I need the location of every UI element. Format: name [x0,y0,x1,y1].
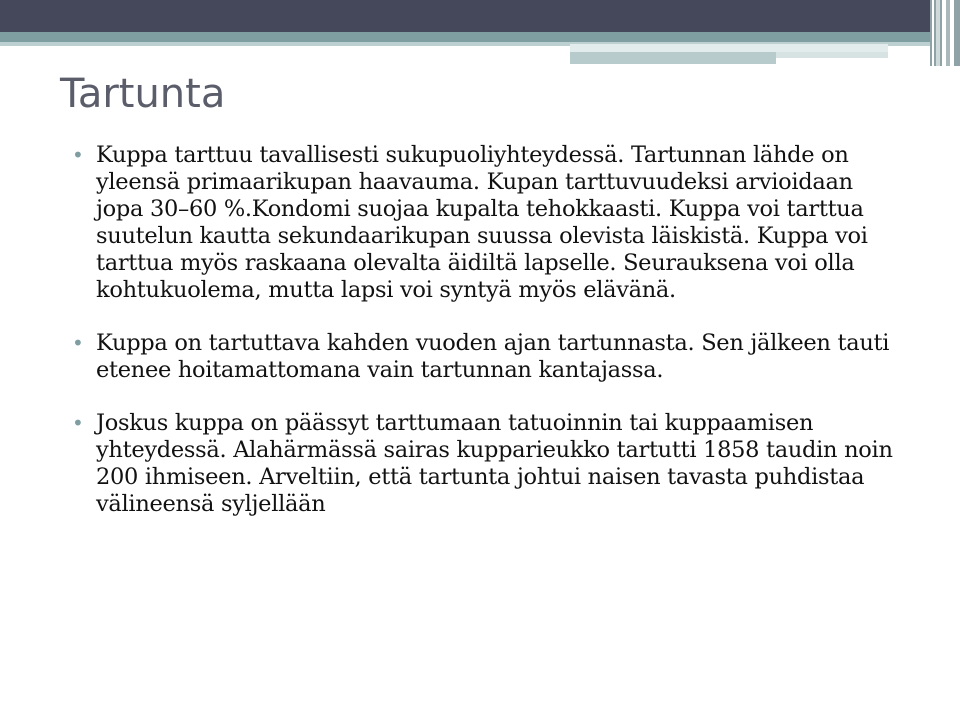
bullet-list [72,142,902,544]
header-bar [0,0,960,32]
header-accent-stripe [0,32,960,42]
corner-decoration [930,0,960,66]
bullet-item [72,410,902,518]
bullet-text: Kuppa tarttuu tavallisesti sukupuoliyhteydessä. Tartunnan lähde on yleensä primaarikupan haavauma. Kupan tarttuvuudeksi arvioidaan jopa 30–60 %.Kondomi suojaa kupalta tehokkaasti. Kuppa voi tarttua suutelun kautta sekundaarikupan suussa olevista läiskistä. Kuppa voi tarttua myös raskaana olevalta äidiltä lapselle. Seurauksena voi olla kohtukuolema, mutta lapsi voi syntyä myös elävänä. [96,142,868,303]
bullet-item [72,142,902,304]
bullet-icon: • [72,331,84,355]
header-decoration-tab-lower [570,52,776,64]
bullet-icon: • [72,411,84,435]
bullet-icon: • [72,143,84,167]
bullet-text: Kuppa on tartuttava kahden vuoden ajan tartunnasta. Sen jälkeen tauti etenee hoitamattomana vain tartunnan kantajassa. [96,330,890,383]
bullet-text: Joskus kuppa on päässyt tarttumaan tatuoinnin tai kuppaamisen yhteydessä. Alahärmässä sairas kupparieukko tartutti 1858 taudin noin 200 ihmiseen. Arveltiin, että tartunta johtui naisen tavasta puhdistaa välineensä syljellään [96,410,893,517]
bullet-item [72,330,902,384]
header-decoration-tab-light [776,52,888,58]
header-decoration-tab [570,44,888,52]
slide-title: Tartunta [60,71,226,117]
